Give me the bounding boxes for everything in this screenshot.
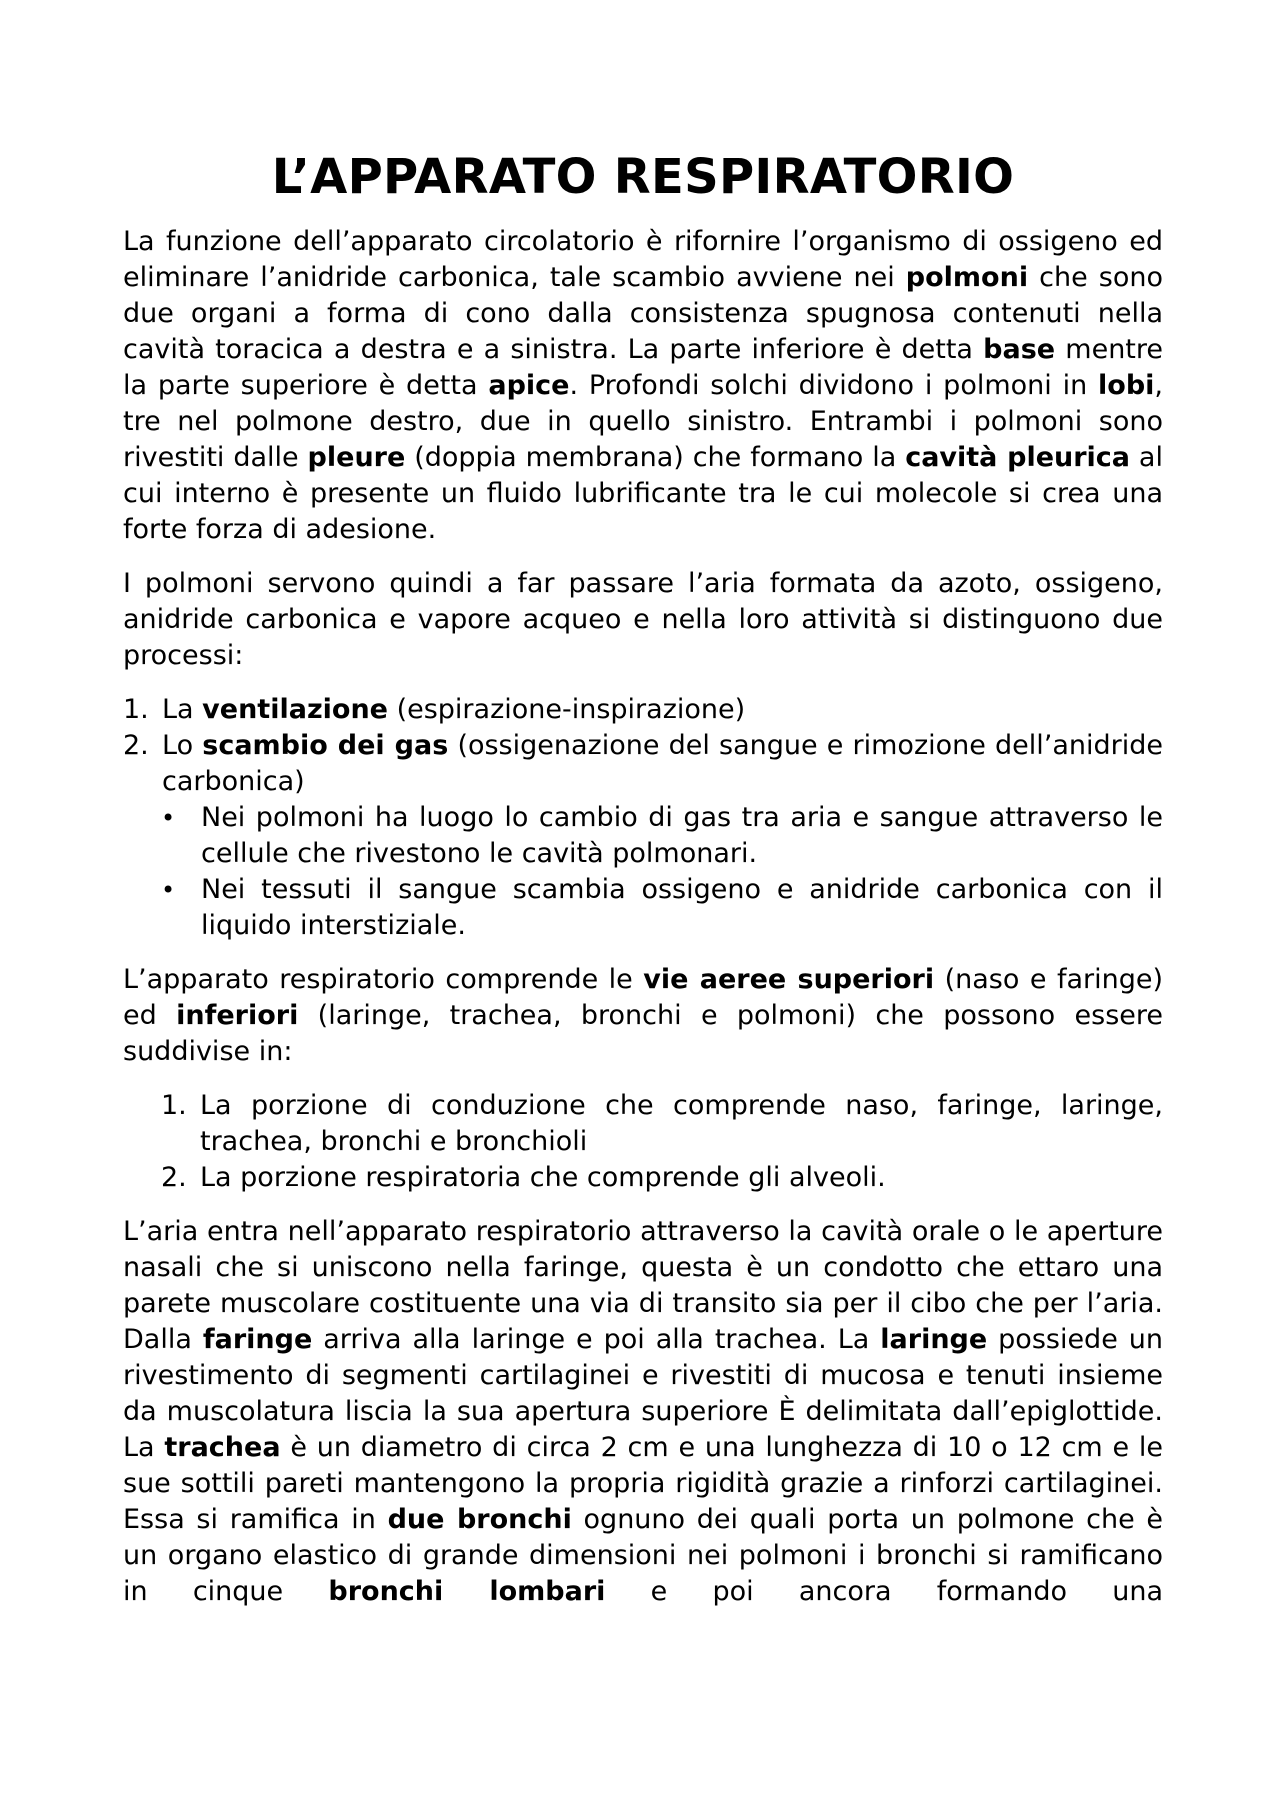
- text-run: (doppia membrana) che formano la: [405, 442, 906, 473]
- text-run: La funzione dell’apparato circolatorio è rifornire l’organismo di ossigeno ed eliminare l’anidride carbonica, tale scambio avviene nei: [123, 226, 1163, 293]
- bullet-icon: •: [161, 876, 176, 904]
- bold-term: lobi: [1098, 370, 1155, 401]
- bold-term: polmoni: [905, 262, 1029, 293]
- list-number: 1.: [123, 694, 149, 725]
- bold-term: pleure: [307, 442, 406, 473]
- text-run: . Profondi solchi dividono i polmoni in: [569, 370, 1099, 401]
- text-run: al cui interno è presente un fluido lubrificante tra le cui molecole si crea una forte forza di adesione.: [123, 442, 1163, 545]
- bullet-item: [161, 872, 1163, 944]
- text-run: L’aria entra nell’apparato respiratorio attraverso la cavità orale o le aperture nasali che si uniscono nella faringe, questa è un condotto che ettaro una parete muscolare costituente una via di transito sia per il cibo che per l’aria. Dalla: [123, 1216, 1163, 1355]
- list-item: [123, 728, 1163, 800]
- list-number: 1.: [161, 1090, 187, 1121]
- bold-term: apice: [488, 370, 570, 401]
- page-title: L’APPARATO RESPIRATORIO: [271, 149, 1015, 205]
- bold-term: faringe: [202, 1324, 313, 1355]
- list-item-text: [162, 692, 1163, 728]
- bold-term: scambio dei gas: [202, 730, 449, 761]
- list-number: 2.: [161, 1162, 187, 1193]
- list-item-text: La porzione respiratoria che comprende gli alveoli.: [200, 1162, 886, 1193]
- list-item-text: [162, 728, 1163, 800]
- bold-term: laringe: [880, 1324, 988, 1355]
- bold-term: cavità pleurica: [905, 442, 1131, 473]
- bold-term: trachea: [164, 1432, 281, 1463]
- list-item: [123, 692, 1163, 728]
- bold-term: due bronchi: [387, 1504, 572, 1535]
- bullet-text: Nei tessuti il sangue scambia ossigeno e anidride carbonica con il liquido interstiziale.: [201, 874, 1163, 941]
- bold-term: ventilazione: [202, 694, 388, 725]
- text-run: ognuno dei quali porta un polmone che è un organo elastico di grande dimensioni nei polmoni i bronchi si ramificano in cinque: [123, 1504, 1163, 1607]
- bold-term: inferiori: [176, 1000, 299, 1031]
- paragraph-airways: [123, 962, 1163, 1070]
- processes-list: [123, 692, 1163, 944]
- text-run: (ossigenazione del sangue e rimozione dell’anidride carbonica): [162, 730, 1164, 797]
- bullet-item: [161, 800, 1163, 872]
- list-item-text: La porzione di conduzione che comprende naso, faringe, laringe, trachea, bronchi e bronchioli: [200, 1090, 1163, 1157]
- text-run: che sono due organi a forma di cono dalla consistenza spugnosa contenuti nella cavità toracica a destra e a sinistra. La parte inferiore è detta: [123, 262, 1163, 365]
- bullet-icon: •: [161, 804, 176, 832]
- list-number: 2.: [123, 730, 149, 761]
- paragraph-air-path: [123, 1214, 1163, 1610]
- bold-term: bronchi lombari: [328, 1576, 606, 1607]
- text-run: Lo: [162, 730, 203, 761]
- bold-term: vie aeree superiori: [643, 964, 935, 995]
- text-run: è un diametro di circa 2 cm e una lunghezza di 10 o 12 cm e le sue sottili pareti mantengono la propria rigidità grazie a rinforzi cartilaginei. Essa si ramifica in: [123, 1432, 1163, 1535]
- text-run: , tre nel polmone destro, due in quello sinistro. Entrambi i polmoni sono rivestiti dalle: [123, 370, 1163, 473]
- text-run: L’apparato respiratorio comprende le: [123, 964, 644, 995]
- text-run: (laringe, trachea, bronchi e polmoni) che possono essere suddivise in:: [123, 1000, 1163, 1067]
- document-page: [123, 140, 1163, 1628]
- text-run: possiede un rivestimento di segmenti cartilaginei e rivestiti di mucosa e tenuti insieme da muscolatura liscia la sua apertura superiore È delimitata dall’epiglottide. La: [123, 1324, 1164, 1463]
- portions-list: [161, 1088, 1163, 1196]
- text-run: arriva alla laringe e poi alla trachea. La: [312, 1324, 881, 1355]
- text-run: La: [162, 694, 203, 725]
- text-run: (espirazione-inspirazione): [388, 694, 746, 725]
- text-run: mentre la parte superiore è detta: [123, 334, 1164, 401]
- paragraph-lungs: [123, 224, 1163, 548]
- bullet-list: [161, 800, 1163, 944]
- text-run: (naso e faringe) ed: [123, 964, 1164, 1031]
- paragraph-processes: I polmoni servono quindi a far passare l’aria formata da azoto, ossigeno, anidride carbonica e vapore acqueo e nella loro attività si distinguono due processi:: [123, 568, 1163, 671]
- bullet-text: Nei polmoni ha luogo lo cambio di gas tra aria e sangue attraverso le cellule che rivestono le cavità polmonari.: [201, 802, 1163, 869]
- list-item: [161, 1088, 1163, 1160]
- bold-term: base: [983, 334, 1056, 365]
- text-run: e poi ancora formando una: [605, 1576, 1163, 1607]
- list-item: [161, 1160, 1163, 1196]
